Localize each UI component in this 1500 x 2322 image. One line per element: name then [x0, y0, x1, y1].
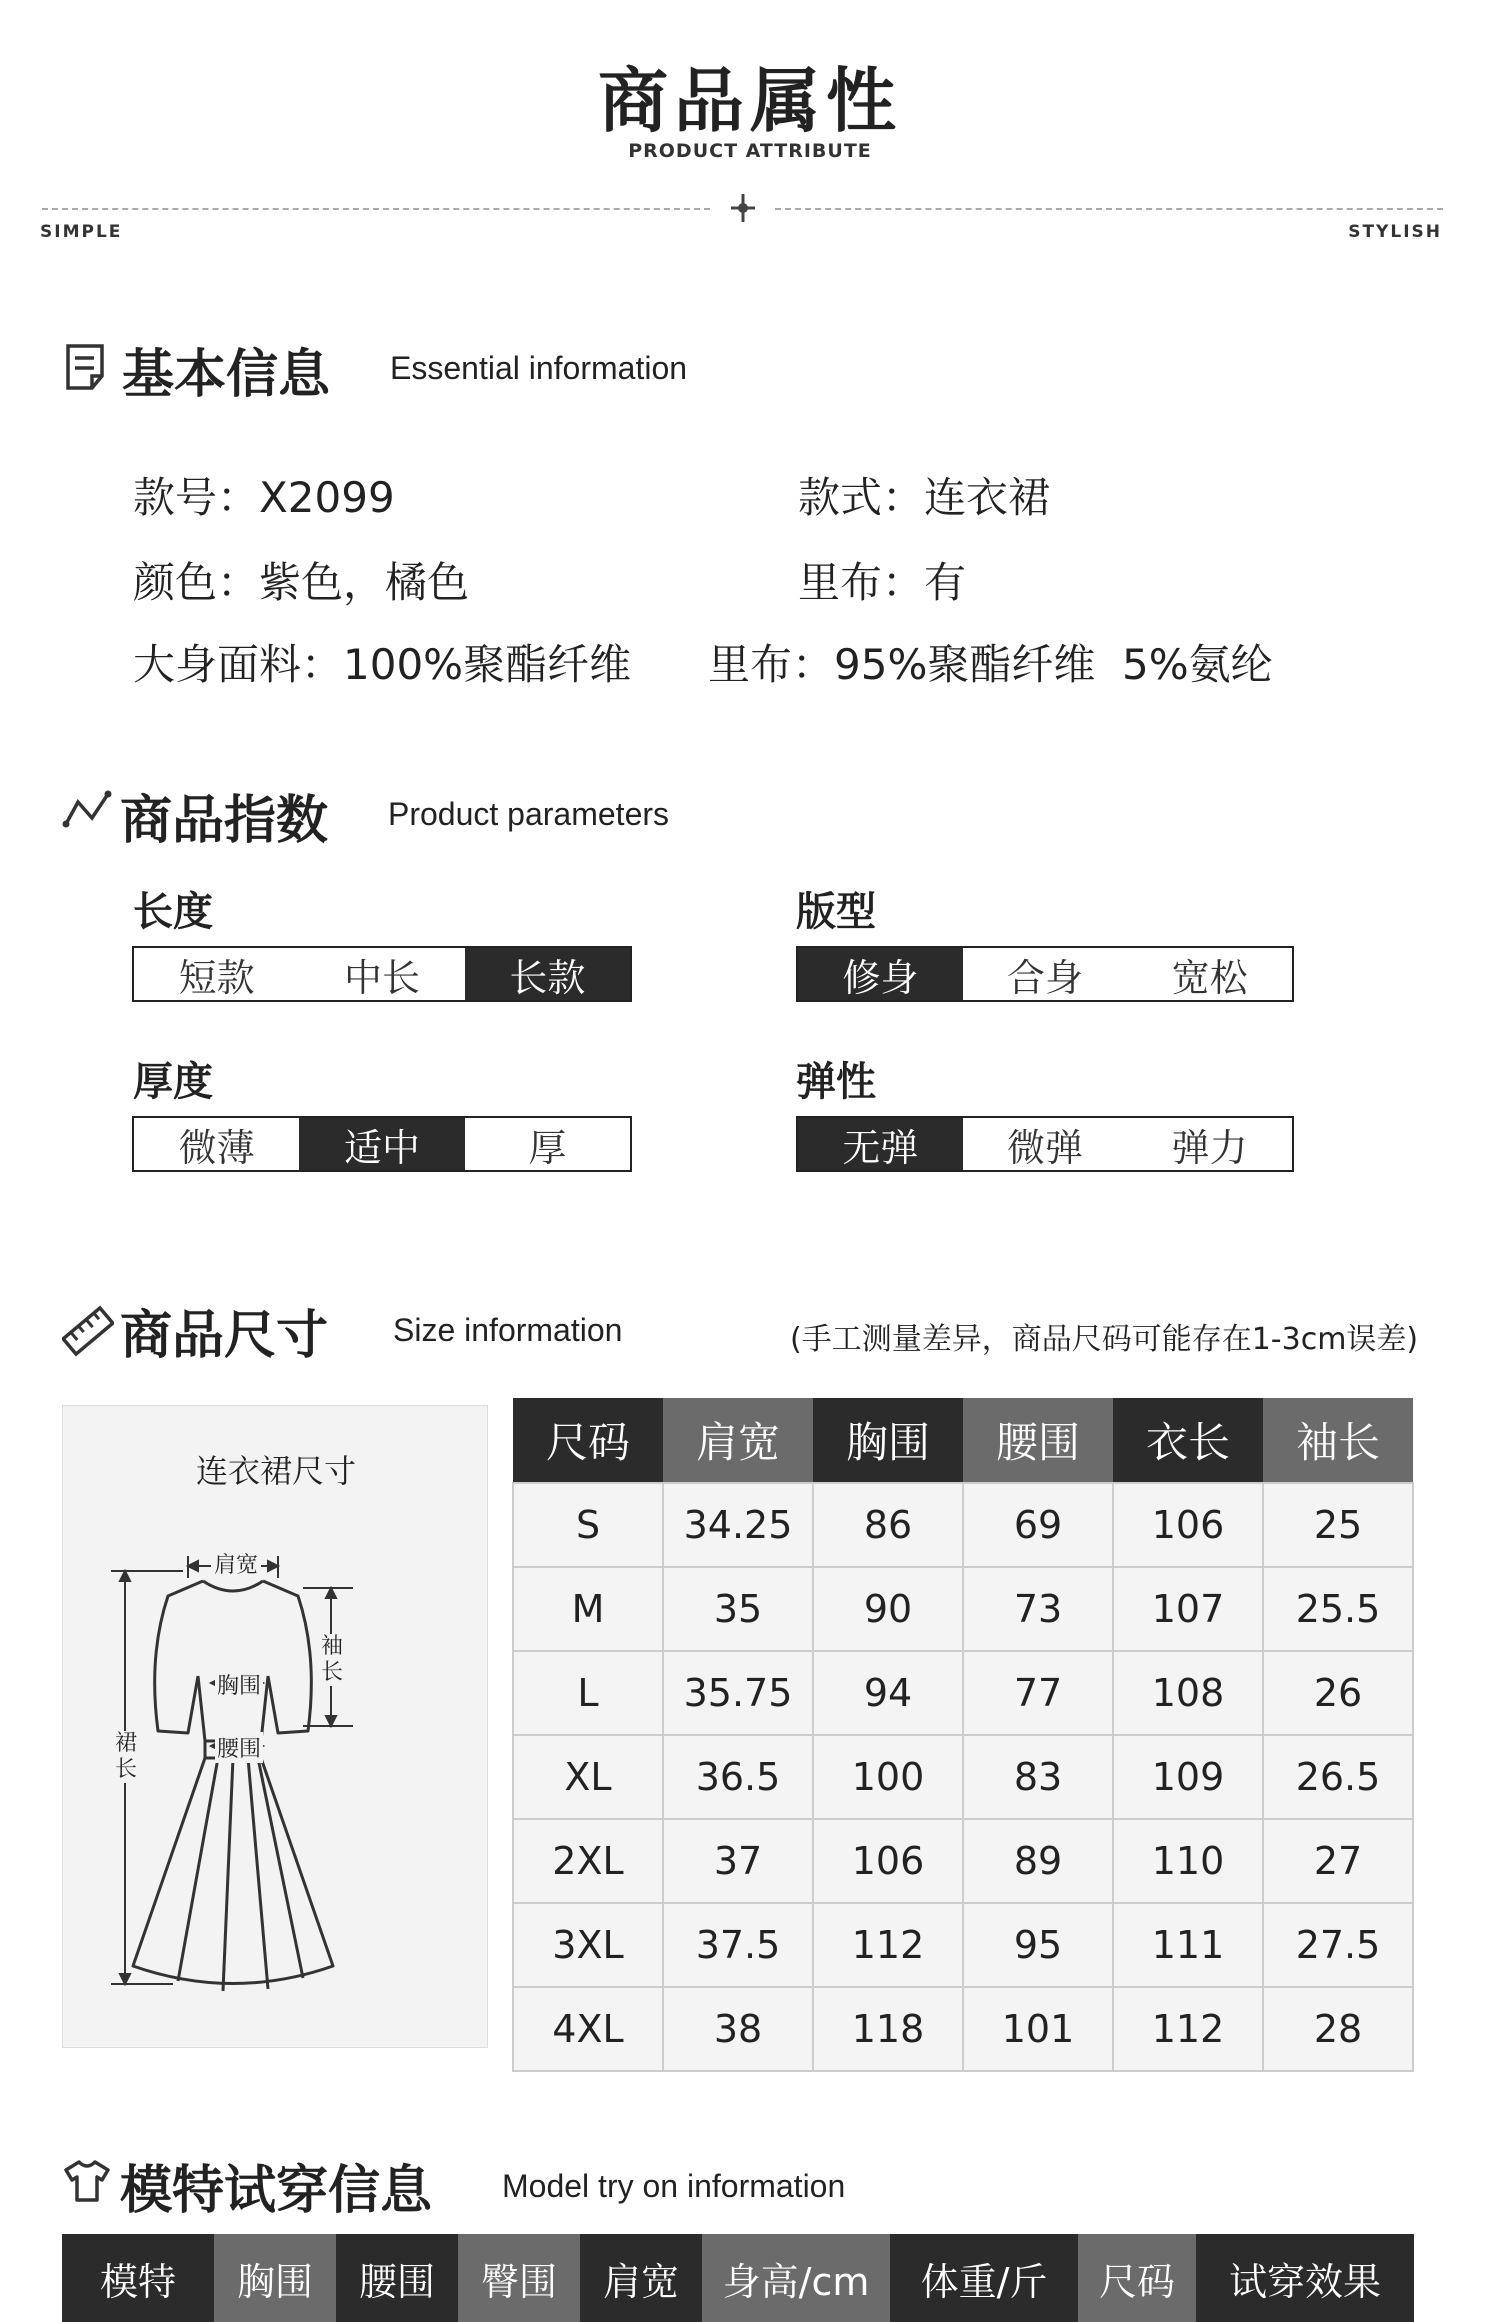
table-row	[513, 1735, 1413, 1819]
param-option-selected: 适中	[299, 1118, 464, 1170]
info-color: 颜色：紫色，橘色	[133, 558, 470, 607]
param-elasticity-selector	[796, 1116, 1294, 1172]
param-length-selector	[132, 946, 632, 1002]
param-label-thickness: 厚度	[133, 1059, 213, 1105]
param-option-selected: 长款	[465, 948, 630, 1000]
label-waist: 腰围	[215, 1732, 263, 1763]
info-fabric: 大身面料：100%聚酯纤维	[133, 640, 632, 689]
col-header: 胸围	[214, 2234, 336, 2322]
param-fit-selector	[796, 946, 1294, 1002]
size-note: (手工测量差异，商品尺码可能存在1-3cm误差)	[790, 1322, 1419, 1357]
table-row	[513, 1819, 1413, 1903]
label-shoulder: 肩宽	[211, 1548, 261, 1579]
param-option: 微薄	[178, 1125, 255, 1170]
col-header: 胸围	[813, 1398, 963, 1483]
table-row	[513, 1903, 1413, 1987]
table-cell: 107	[1113, 1567, 1263, 1651]
table-cell: 37.5	[663, 1903, 813, 1987]
size-table	[512, 1398, 1414, 2072]
size-title: 商品尺寸	[120, 1306, 329, 1366]
col-header: 腰围	[336, 2234, 458, 2322]
param-option: 中长	[343, 955, 420, 1000]
table-cell: 35.75	[663, 1651, 813, 1735]
model-en: Model try on information	[502, 2168, 846, 2204]
table-cell: 106	[813, 1819, 963, 1903]
table-cell: XL	[513, 1735, 663, 1819]
table-cell: 2XL	[513, 1819, 663, 1903]
diagram-title: 连衣裙尺寸	[195, 1452, 356, 1490]
page-title: 商品属性	[598, 60, 902, 142]
col-header: 臀围	[458, 2234, 580, 2322]
table-cell: 101	[963, 1987, 1113, 2071]
model-title: 模特试穿信息	[120, 2161, 433, 2221]
table-cell: 108	[1113, 1651, 1263, 1735]
table-cell: L	[513, 1651, 663, 1735]
col-header: 试穿效果	[1196, 2234, 1414, 2322]
col-header: 体重/斤	[890, 2234, 1078, 2322]
size-diagram	[62, 1405, 488, 2048]
table-cell: 109	[1113, 1735, 1263, 1819]
info-style-type: 款式：连衣裙	[798, 473, 1051, 522]
label-sleeve: 袖长	[320, 1634, 343, 1685]
table-cell: 86	[813, 1483, 963, 1567]
table-row	[513, 1483, 1413, 1567]
table-cell: 25.5	[1263, 1567, 1413, 1651]
param-option: 微弹	[1007, 1125, 1084, 1170]
param-option: 宽松	[1171, 955, 1248, 1000]
params-en: Product parameters	[388, 796, 670, 832]
table-cell: 77	[963, 1651, 1113, 1735]
col-header: 肩宽	[663, 1398, 813, 1483]
table-cell: 95	[963, 1903, 1113, 1987]
table-cell: 100	[813, 1735, 963, 1819]
table-row	[513, 1651, 1413, 1735]
param-option: 合身	[1007, 955, 1084, 1000]
table-cell: 112	[813, 1903, 963, 1987]
table-cell: 38	[663, 1987, 813, 2071]
param-option: 厚	[528, 1125, 567, 1170]
params-title: 商品指数	[120, 791, 329, 851]
line-chart-icon	[62, 790, 112, 830]
info-lining-fabric: 里布：95%聚酯纤维 5%氨纶	[708, 640, 1273, 689]
col-header: 尺码	[513, 1398, 663, 1483]
table-cell: 25	[1263, 1483, 1413, 1567]
ruler-icon	[62, 1305, 114, 1357]
param-thickness-selector	[132, 1116, 632, 1172]
param-option: 短款	[178, 955, 255, 1000]
table-cell: 26	[1263, 1651, 1413, 1735]
info-style-no: 款号：X2099	[133, 473, 395, 522]
table-cell: 3XL	[513, 1903, 663, 1987]
table-cell: 112	[1113, 1987, 1263, 2071]
param-label-length: 长度	[133, 889, 213, 935]
col-header: 袖长	[1263, 1398, 1413, 1483]
col-header: 模特	[62, 2234, 214, 2322]
dress-icon	[63, 1406, 489, 2049]
param-option-selected: 无弹	[798, 1118, 963, 1170]
table-cell: 26.5	[1263, 1735, 1413, 1819]
param-label-fit: 版型	[796, 889, 876, 935]
divider-left	[42, 208, 710, 210]
table-cell: 36.5	[663, 1735, 813, 1819]
table-cell: 27	[1263, 1819, 1413, 1903]
table-cell: S	[513, 1483, 663, 1567]
table-cell: 27.5	[1263, 1903, 1413, 1987]
tshirt-icon	[62, 2158, 112, 2204]
info-lining: 里布：有	[798, 558, 967, 607]
table-row	[513, 1567, 1413, 1651]
table-cell: 28	[1263, 1987, 1413, 2071]
col-header: 身高/cm	[702, 2234, 890, 2322]
param-option: 弹力	[1171, 1125, 1248, 1170]
table-cell: 90	[813, 1567, 963, 1651]
param-option-selected: 修身	[798, 948, 963, 1000]
table-cell: 83	[963, 1735, 1113, 1819]
table-cell: 110	[1113, 1819, 1263, 1903]
table-cell: 89	[963, 1819, 1113, 1903]
table-row	[513, 1987, 1413, 2071]
col-header: 衣长	[1113, 1398, 1263, 1483]
basic-info-en: Essential information	[390, 350, 688, 386]
label-chest: 胸围	[215, 1669, 263, 1700]
table-cell: M	[513, 1567, 663, 1651]
divider-right	[775, 208, 1443, 210]
corner-right-word: STYLISH	[1348, 222, 1442, 242]
model-table-header	[62, 2234, 1414, 2322]
table-cell: 73	[963, 1567, 1113, 1651]
table-cell: 4XL	[513, 1987, 663, 2071]
table-cell: 111	[1113, 1903, 1263, 1987]
table-cell: 118	[813, 1987, 963, 2071]
corner-left-word: SIMPLE	[40, 222, 123, 242]
document-icon	[64, 342, 108, 392]
basic-info-title: 基本信息	[122, 345, 331, 405]
table-cell: 35	[663, 1567, 813, 1651]
col-header: 尺码	[1078, 2234, 1196, 2322]
ornament-icon	[728, 190, 758, 226]
col-header: 腰围	[963, 1398, 1113, 1483]
table-cell: 106	[1113, 1483, 1263, 1567]
col-header: 肩宽	[580, 2234, 702, 2322]
label-length: 裙长	[114, 1731, 137, 1782]
size-table-header	[513, 1398, 1413, 1483]
table-cell: 37	[663, 1819, 813, 1903]
size-en: Size information	[393, 1312, 623, 1348]
param-label-elasticity: 弹性	[796, 1059, 876, 1105]
table-cell: 69	[963, 1483, 1113, 1567]
page-subtitle: PRODUCT ATTRIBUTE	[628, 140, 872, 162]
table-cell: 34.25	[663, 1483, 813, 1567]
table-cell: 94	[813, 1651, 963, 1735]
